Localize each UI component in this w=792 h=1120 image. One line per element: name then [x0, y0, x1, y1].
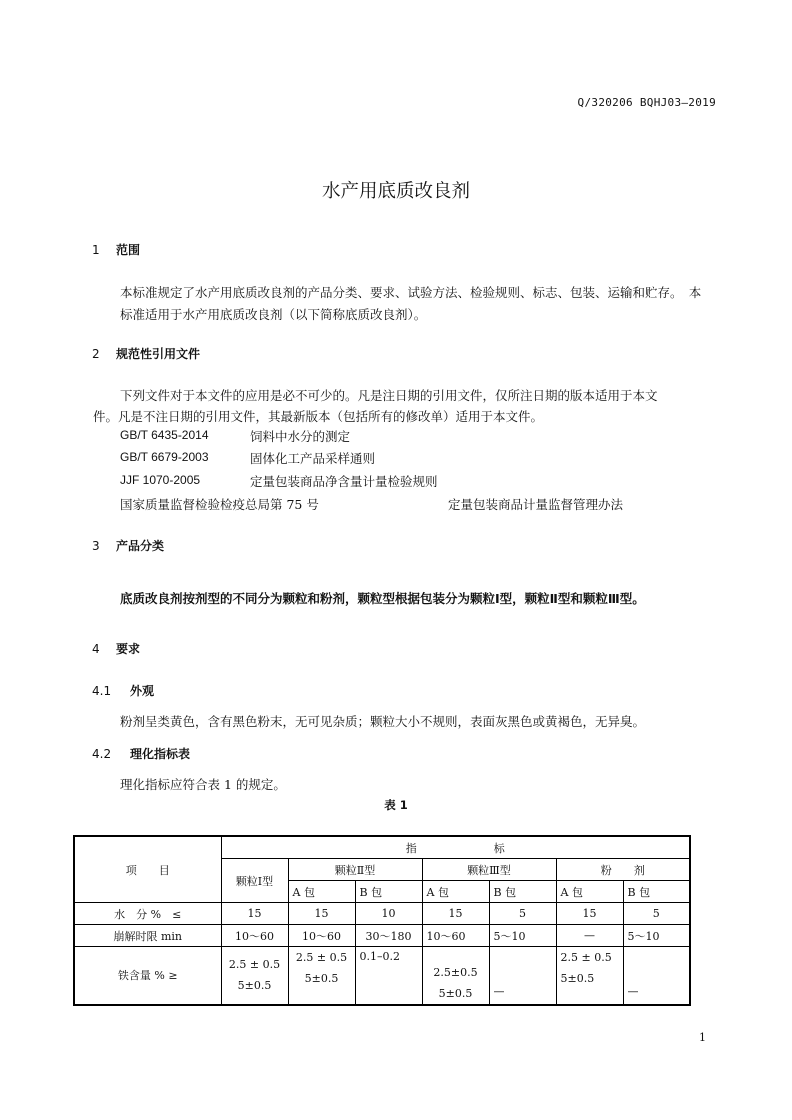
section-number: 2 [92, 347, 100, 361]
row-label: 水 分 % ≤ [74, 903, 221, 925]
table-cell [221, 947, 288, 1005]
section-2-para-line1: 下列文件对于本文件的应用是必不可少的。凡是注日期的引用文件，仅所注日期的版本适用于本文 [120, 388, 658, 403]
section-number: 4.1 [92, 684, 112, 698]
group-header: 颗粒Ⅱ型 [288, 859, 422, 881]
table-cell: — [556, 925, 623, 947]
table-row [74, 925, 690, 947]
section-1-heading [92, 241, 140, 258]
table-cell: 5～10 [489, 925, 556, 947]
table-cell: 10～60 [221, 925, 288, 947]
section-2-para-line2: 件。凡是不注日期的引用文件，其最新版本（包括所有的修改单）适用于本文件。 [93, 409, 544, 424]
ref-title: 定量包装商品计量监督管理办法 [448, 497, 624, 512]
sub-header: A 包 [556, 881, 623, 903]
sub-header: B 包 [623, 881, 690, 903]
table-header-row [74, 836, 690, 859]
spec-table [73, 835, 691, 1006]
table-cell: 5～10 [623, 925, 690, 947]
sub-header: A 包 [422, 881, 489, 903]
table-cell: — [489, 947, 556, 1005]
page-number: 1 [699, 1031, 706, 1044]
table-row [74, 903, 690, 925]
table-cell [556, 947, 623, 1005]
sub-header: B 包 [355, 881, 422, 903]
group-header: 粉 剂 [556, 859, 690, 881]
indicator-header: 指 标 [221, 836, 690, 859]
section-number: 3 [92, 539, 100, 553]
sub-header: A 包 [288, 881, 355, 903]
section-4-1-para: 粉剂呈类黄色，含有黑色粉末，无可见杂质；颗粒大小不规则，表面灰黑色或黄褐色，无异臭。 [120, 714, 646, 729]
section-title: 产品分类 [116, 539, 165, 553]
table-cell: 15 [422, 903, 489, 925]
item-header: 项 目 [74, 836, 221, 903]
table-caption: 表 1 [384, 798, 408, 812]
table-cell: 5 [623, 903, 690, 925]
table-cell [422, 947, 489, 1005]
ref-title: 定量包装商品净含量计量检验规则 [250, 474, 438, 489]
ref-code: GB/T 6679-2003 [120, 450, 209, 464]
cell-line: 5±0.5 [560, 972, 595, 985]
section-title: 要求 [116, 642, 141, 656]
cell-line: 2.5 ± 0.5 [295, 951, 348, 964]
table-cell: 0.1–0.2 [355, 947, 422, 1005]
section-1-para-line2: 标准适用于水产用底质改良剂（以下简称底质改良剂）。 [120, 307, 427, 322]
row-label: 铁含量 % ≥ [74, 947, 221, 1005]
table-cell: 15 [221, 903, 288, 925]
ref-code: 国家质量监督检验检疫总局第 75 号 [120, 497, 319, 512]
row-label: 崩解时限 min [74, 925, 221, 947]
group-header: 颗粒Ⅰ型 [221, 859, 288, 903]
table-cell: 15 [288, 903, 355, 925]
section-4-1-heading [92, 682, 154, 699]
table-row [74, 947, 690, 1005]
table-cell: 10～60 [288, 925, 355, 947]
section-title: 理化指标表 [130, 747, 191, 761]
section-1-para-line1: 本标准规定了水产用底质改良剂的产品分类、要求、试验方法、检验规则、标志、包装、运输和贮存。 本 [120, 285, 702, 300]
group-header: 颗粒Ⅲ型 [422, 859, 556, 881]
table-cell: 10～60 [422, 925, 489, 947]
table-cell: 5 [489, 903, 556, 925]
cell-line: 5±0.5 [237, 979, 272, 993]
section-4-2-para: 理化指标应符合表 1 的规定。 [120, 777, 286, 792]
table-cell: 30～180 [355, 925, 422, 947]
section-4-heading [92, 640, 140, 657]
section-number: 4.2 [92, 747, 112, 761]
cell-line: 2.5 ± 0.5 [228, 958, 281, 972]
table-cell: 10 [355, 903, 422, 925]
cell-line: 5±0.5 [304, 972, 339, 985]
section-number: 1 [92, 243, 100, 257]
ref-title: 固体化工产品采样通则 [250, 451, 376, 466]
sub-header: B 包 [489, 881, 556, 903]
table-cell [288, 947, 355, 1005]
document-number: Q/320206 BQHJ03—2019 [577, 96, 716, 109]
section-3-para: 底质改良剂按剂型的不同分为颗粒和粉剂，颗粒型根据包装分为颗粒Ⅰ型，颗粒Ⅱ型和颗粒Ⅲ型。 [120, 591, 645, 606]
section-number: 4 [92, 642, 100, 656]
section-title: 外观 [130, 684, 155, 698]
table-cell: — [623, 947, 690, 1005]
cell-line: 5±0.5 [438, 986, 473, 1000]
table-cell: 15 [556, 903, 623, 925]
ref-code: JJF 1070-2005 [120, 473, 201, 487]
cell-line: 2.5±0.5 [433, 965, 478, 979]
section-2-heading [92, 345, 200, 362]
page-title: 水产用底质改良剂 [321, 181, 470, 202]
section-title: 规范性引用文件 [116, 347, 201, 361]
cell-line: 2.5 ± 0.5 [560, 951, 612, 964]
ref-title: 饲料中水分的测定 [250, 429, 351, 444]
section-4-2-heading [92, 745, 190, 762]
section-title: 范围 [116, 243, 141, 257]
ref-code: GB/T 6435-2014 [120, 428, 209, 442]
section-3-heading [92, 537, 164, 554]
